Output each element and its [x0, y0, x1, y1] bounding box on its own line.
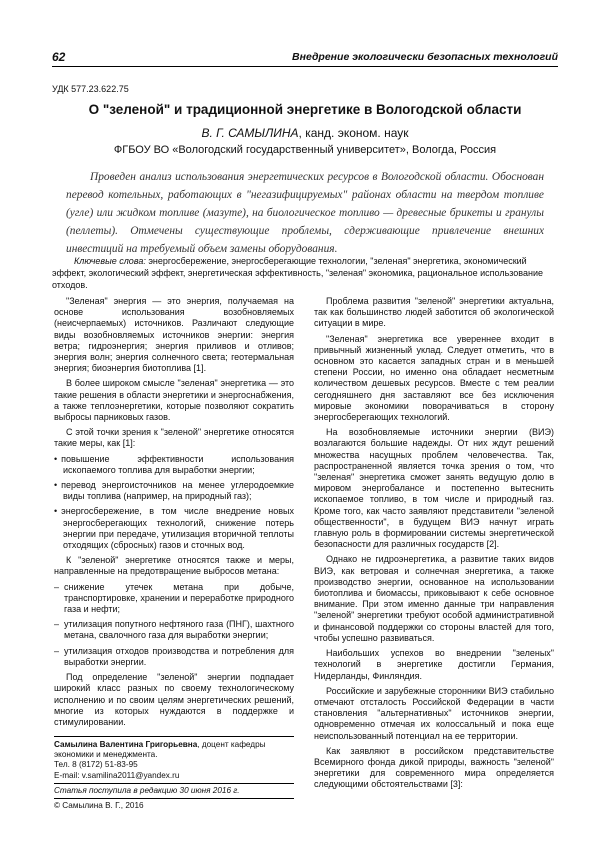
dash-item: – снижение утечек метана при добыче, транспортировке, хранении и переработке природного газа и нефти; [54, 582, 294, 616]
footnote-phone: Тел. 8 (8172) 51-83-95 [54, 760, 138, 770]
article-title: О "зеленой" и традиционной энергетике в Вологодской области [88, 102, 522, 117]
footnote-received [54, 786, 294, 796]
paragraph: На возобновляемые источники энергии (ВИЭ) возлагаются большие надежды. От них ждут решений множества насущных проблем человечества. Так, распространенной является точка зрения о том, что "зеленая" энергетика сможет занять ведущую долю в мировом энергобалансе и постепенно вытеснить ископаемое топливо, в том числе и природный газ. Кроме того, как часто заявляют представители "зеленой общественности", в будущем ВИЭ начнут играть главную роль в формировании системы энергетической безопасности для различных государств [2]. [314, 427, 554, 550]
author-footnote [54, 736, 294, 811]
bullet-item: • энергосбережение, в том числе внедрение новых энергосберегающих технологий, снижение потерь энергии при передаче, утилизация вторичной теплоты отходящих (сбросных) газов и сточных вод. [54, 506, 294, 551]
keywords [52, 256, 558, 291]
udk-code: УДК 577.23.622.75 [52, 84, 129, 94]
paragraph: В более широком смысле "зеленая" энергетика — это такие решения в области энергетики и энергоснабжения, а также теплоэнергетики, которые позволяют сократить выбросы парниковых газов. [54, 378, 294, 423]
paragraph: К "зеленой" энергетике относятся также и меры, направленные на предотвращение выбросов метана: [54, 555, 294, 577]
received-date: Статья поступила в редакцию 30 июня 2016 г. [54, 785, 240, 795]
copyright: © Самылина В. Г., 2016 [54, 801, 144, 811]
left-column [54, 296, 294, 732]
paragraph: "Зеленая" энергия — это энергия, получаемая на основе использования возобновляемых (неисчерпаемых) источников. Различают следующие виды возобновляемых источников энергии: энергия ветра; гидроэнергия; энергия приливов и отливов; энергия волн; энергия солнечного света; геотермальная энергия; биоэнергия биотоплива [1]. [54, 296, 294, 374]
author-degree: , канд. эконом. наук [298, 126, 409, 140]
paragraph: Под определение "зеленой" энергии подпадает широкий класс разных по своему технологическому исполнению и по своим целям энергетических решений, многие из которых нуждаются в поддержке и стимулировании. [54, 672, 294, 727]
paragraph: Проблема развития "зеленой" энергетики актуальна, так как большинство людей заботится об экологической ситуации в мире. [314, 296, 554, 329]
author-line [52, 126, 558, 140]
right-column [314, 296, 554, 795]
footnote-divider [54, 798, 294, 799]
page-number: 62 [52, 50, 66, 64]
bullet-item: • перевод энергоисточников на менее углеродоемкие виды топлива (например, на природный газ); [54, 480, 294, 502]
footnote-author [54, 740, 294, 760]
bullet-item: • повышение эффективности использования ископаемого топлива для выработки энергии; [54, 454, 294, 476]
journal-title: Внедрение экологически безопасных технологий [292, 51, 558, 63]
affiliation: ФГБОУ ВО «Вологодский государственный университет», Вологда, Россия [113, 144, 497, 156]
footnote-divider [54, 736, 294, 737]
dash-item: – утилизация попутного нефтяного газа (ПНГ), шахтного метана, свалочного газа для выработки энергии; [54, 619, 294, 641]
paragraph: Как заявляют в российском представительстве Всемирного фонда дикой природы, важность "зеленой" энергетики для современного мира определяется следующими обстоятельствами [3]: [314, 745, 554, 790]
footnote-author-name: Самылина Валентина Григорьевна [54, 740, 198, 749]
keywords-text: энергосбережение, энергосберегающие технологии, "зеленая" энергетика, экономический эффект, экологический эффект, энергетическая эффективность, "зеленая" экономика, рациональное использование отходов. [52, 256, 543, 290]
abstract: Проведен анализ использования энергетических ресурсов в Вологодской области. Обоснован перевод котельных, работающих в "негазифицируемых" районах области на твердом топливе (угле) или жидком топливе (мазуте), на биологическое топливо — древесные брикеты и гранулы (пеллеты). Отмечены существующие проблемы, сдерживающие привлечение внешних инвестиций на требуемый объем замены оборудования. [66, 171, 544, 255]
paragraph: Наибольших успехов во внедрении "зеленых" технологий в энергетике достигли Германия, Нидерланды, Финляндия. [314, 648, 554, 681]
keywords-label: Ключевые слова: [74, 256, 146, 266]
running-header [52, 50, 558, 67]
footnote-email: E-mail: v.samilina2011@yandex.ru [54, 770, 180, 780]
paragraph: "Зеленая" энергетика все увереннее входит в привычный жизненный уклад. Следует отметить, что в основном это касается западных стран и в меньшей степени России, но именно она обладает несметным количеством дешевых ресурсов. Вместе с тем реалии сегодняшнего дня заставляют все без исключения мировые экономики поворачиваться в сторону энергосберегающих технологий. [314, 333, 554, 423]
paragraph: Российские и зарубежные сторонники ВИЭ стабильно отмечают отсталость Российской Федерации в части становления "альтернативных" источников энергии, одновременно отмечая их колоссальный и пока еще неиспользованный потенциал на ее территории. [314, 685, 554, 741]
paragraph: С этой точки зрения к "зеленой" энергетике относятся такие меры, как [1]: [54, 427, 294, 449]
footnote-divider [54, 783, 294, 784]
footnote-position: , доцент кафедры экономики и менеджмента. [54, 740, 266, 760]
author-name: В. Г. САМЫЛИНА [201, 126, 299, 140]
dash-item: – утилизация отходов производства и потребления для выработки энергии. [54, 646, 294, 668]
paragraph: Однако не гидроэнергетика, а развитие таких видов ВИЭ, как ветровая и солнечная энергетика, а также производство энергии, основанное на использовании биотоплива и биомассы, приковывают к себе основное внимание. При этом именно данные три направления "зеленой" энергетики требуют особой административной и финансовой поддержки со стороны властей для того, чтобы успешно развиваться. [314, 554, 554, 643]
